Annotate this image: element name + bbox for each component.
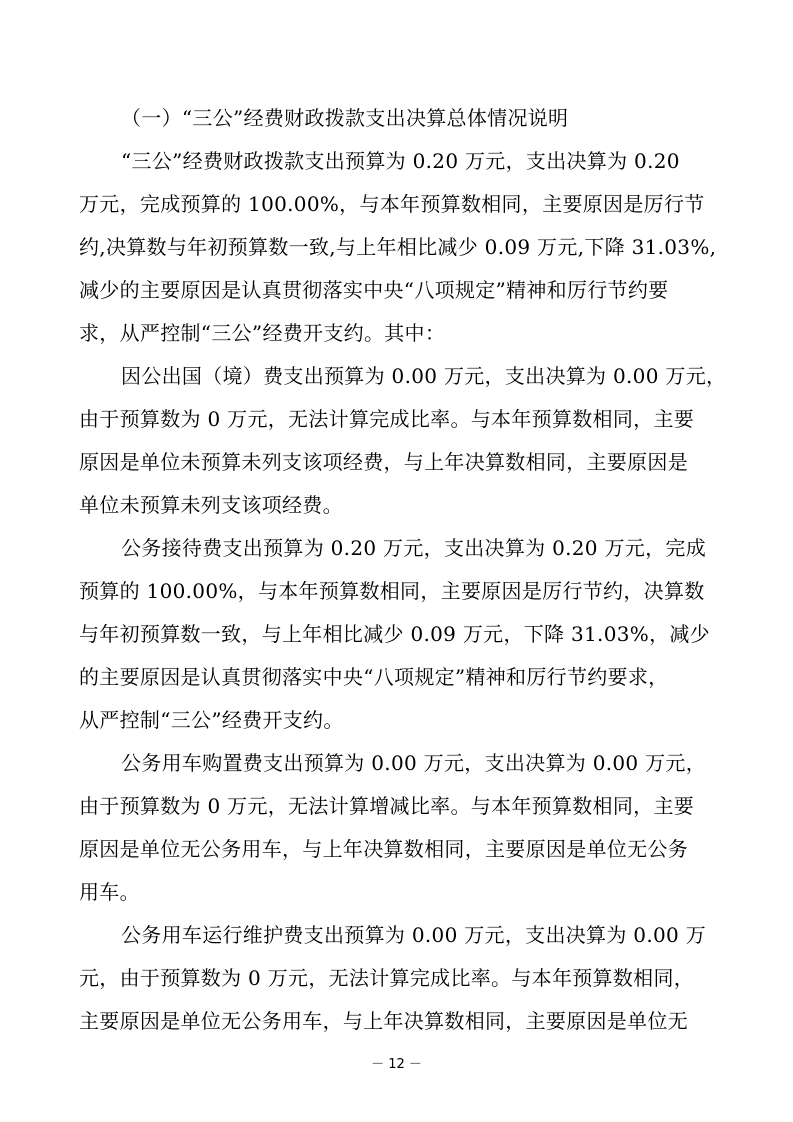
paragraph-4-line-1: 公务用车购置费支出预算为 0.00 万元，支出决算为 0.00 万元， [121, 751, 706, 775]
paragraph-1-line-1: “三公”经费财政拨款支出预算为 0.20 万元，支出决算为 0.20 [121, 149, 680, 173]
paragraph-3-line-3: 与年初预算数一致，与上年相比减少 0.09 万元，下降 31.03%，减少 [79, 622, 710, 646]
paragraph-4-line-4: 用车。 [79, 880, 140, 904]
paragraph-5-line-2: 元，由于预算数为 0 万元，无法计算完成比率。与本年预算数相同， [79, 966, 695, 990]
paragraph-2-line-3: 原因是单位未预算未列支该项经费，与上年决算数相同，主要原因是 [79, 450, 688, 474]
paragraph-1-line-3: 约,决算数与年初预算数一致,与上年相比减少 0.09 万元,下降 31.03%, [79, 235, 717, 259]
paragraph-1-line-5: 求，从严控制“三公”经费开支约。其中： [79, 321, 446, 345]
section-heading: （一）“三公”经费财政拨款支出决算总体情况说明 [121, 106, 569, 130]
paragraph-2-line-1: 因公出国（境）费支出预算为 0.00 万元，支出决算为 0.00 万元， [121, 364, 727, 388]
paragraph-5-line-3: 主要原因是单位无公务用车，与上年决算数相同，主要原因是单位无 [79, 1009, 688, 1033]
paragraph-4-line-2: 由于预算数为 0 万元，无法计算增减比率。与本年预算数相同，主要 [79, 794, 695, 818]
paragraph-2-line-4: 单位未预算未列支该项经费。 [79, 493, 343, 517]
paragraph-3-line-5: 从严控制“三公”经费开支约。 [79, 708, 344, 732]
page-number: － 12 － [371, 1057, 422, 1072]
paragraph-3-line-2: 预算的 100.00%，与本年预算数相同，主要原因是厉行节约，决算数 [79, 579, 705, 603]
paragraph-1-line-2: 万元，完成预算的 100.00%，与本年预算数相同，主要原因是厉行节 [79, 192, 705, 216]
paragraph-2-line-2: 由于预算数为 0 万元，无法计算完成比率。与本年预算数相同，主要 [79, 407, 695, 431]
paragraph-4-line-3: 原因是单位无公务用车，与上年决算数相同，主要原因是单位无公务 [79, 837, 688, 861]
paragraph-3-line-4: 的主要原因是认真贯彻落实中央“八项规定”精神和厉行节约要求， [79, 665, 669, 689]
paragraph-5-line-1: 公务用车运行维护费支出预算为 0.00 万元，支出决算为 0.00 万 [121, 923, 706, 947]
paragraph-3-line-1: 公务接待费支出预算为 0.20 万元，支出决算为 0.20 万元，完成 [121, 536, 706, 560]
paragraph-1-line-4: 减少的主要原因是认真贯彻落实中央“八项规定”精神和厉行节约要 [79, 278, 669, 302]
